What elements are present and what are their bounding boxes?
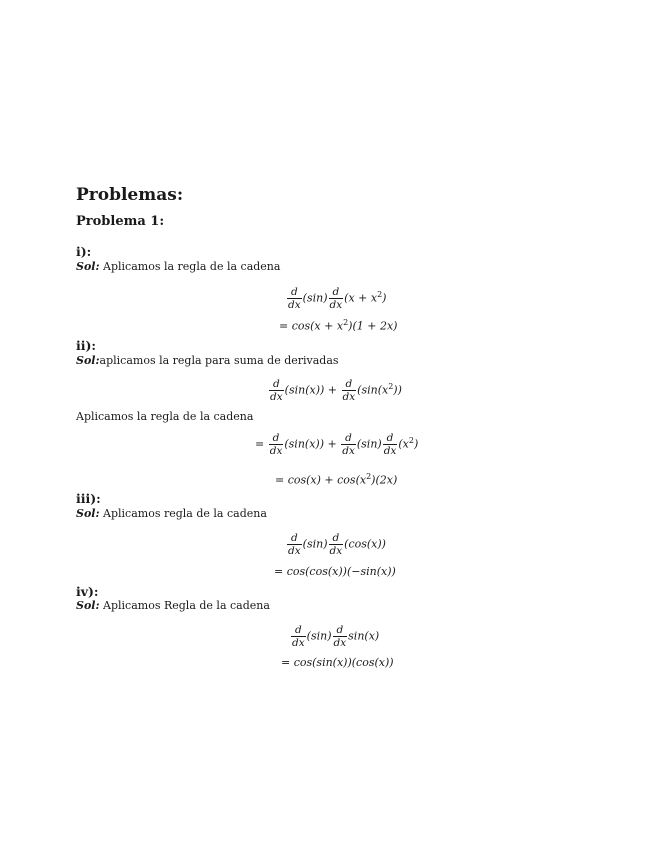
part-iii-text: Aplicamos regla de la cadena (103, 507, 267, 520)
sol-label: Sol: (76, 354, 100, 367)
derivative-fraction: $\frac{d}{dx}$ (342, 432, 355, 457)
part-ii-eq2: = $\frac{d}{dx}$ (sin(x)) + $\frac{d}{dx}$ (sin) $\frac{d}{dx}$ $(x^2)$ (255, 432, 419, 457)
derivative-fraction: $\frac{d}{dx}$ (329, 532, 343, 557)
part-ii-text2: Aplicamos la regla de la cadena (76, 410, 254, 423)
part-iii-eq2: = cos(cos(x))(−sin(x)) (274, 565, 396, 578)
part-i-eq2: = $\cos(x + x^2)(1 + 2x)$ (279, 318, 398, 333)
part-i-text: Aplicamos la regla de la cadena (103, 260, 281, 273)
derivative-fraction: $\frac{d}{dx}$ (292, 624, 305, 649)
part-iv-text: Aplicamos Regla de la cadena (103, 599, 270, 612)
derivative-fraction: $\frac{d}{dx}$ (288, 286, 301, 311)
sol-label: Sol: (76, 507, 100, 520)
part-i-label: i): (76, 244, 92, 259)
part-iv-eq1: $\frac{d}{dx}$ (sin) $\frac{d}{dx}$ sin(x) (292, 624, 380, 649)
sol-label: Sol: (76, 260, 100, 273)
problem-heading: Problema 1: (76, 214, 165, 229)
part-iii-eq1: $\frac{d}{dx}$ (sin) $\frac{d}{dx}$ (cos(x)) (288, 532, 386, 557)
derivative-fraction: $\frac{d}{dx}$ (270, 378, 283, 403)
derivative-fraction: $\frac{d}{dx}$ (269, 432, 283, 457)
part-iv-sol-line (76, 599, 270, 612)
part-iv-eq2: = cos(sin(x))(cos(x)) (281, 656, 394, 669)
part-ii-eq1: $\frac{d}{dx}$ (sin(x)) + $\frac{d}{dx}$ $(\sin(x^2))$ (270, 378, 402, 403)
part-i-sol-line (76, 260, 280, 273)
part-iv-label: iv): (76, 584, 99, 599)
part-ii-eq3: = $\cos(x) + \cos(x^2)(2x)$ (275, 472, 398, 487)
sol-label: Sol: (76, 599, 100, 612)
derivative-fraction: $\frac{d}{dx}$ (342, 378, 356, 403)
part-i-eq1: $\frac{d}{dx}$ (sin) $\frac{d}{dx}$ $(x + x^2)$ (288, 286, 387, 311)
derivative-fraction: $\frac{d}{dx}$ (383, 432, 397, 457)
part-ii-label: ii): (76, 338, 97, 353)
part-ii-sol-line (76, 354, 339, 367)
derivative-fraction: $\frac{d}{dx}$ (333, 624, 347, 649)
derivative-fraction: $\frac{d}{dx}$ (288, 532, 301, 557)
derivative-fraction: $\frac{d}{dx}$ (329, 286, 343, 311)
part-iii-label: iii): (76, 491, 101, 506)
part-iii-sol-line (76, 507, 267, 520)
section-heading: Problemas: (76, 185, 184, 205)
part-ii-text: aplicamos la regla para suma de derivadas (99, 354, 339, 367)
